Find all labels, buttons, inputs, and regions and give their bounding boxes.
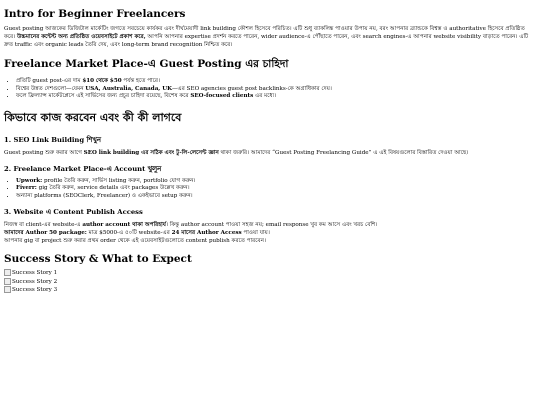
step3-text: আপনার gig বা project শুরু করার প্রথম order থেকে এই ওয়েবসাইটগুলোতে content publish করতে পারবেন। xyxy=(4,238,266,244)
step3-text: মাত্র $5000-এ ৫০টি website-এর xyxy=(86,230,172,236)
intro-text-1: Guest posting আজকের ডিজিটাল মার্কেটিং জগতে সবচেয়ে কার্যকর এবং দীর্ঘমেয়াদী link building কৌশল হিসেবে পরিচিত। এটি শুধু ব্যাকলিঙ্ক পাওয়ার উপায় নয়, বরং আপনার ব্র্যান্ডকে বিশ্বস্ত ও authoritative হিসেবে প্রতিষ্ঠিত করে। xyxy=(4,26,525,40)
heading-step-3: 3. Website এ Content Publish Access xyxy=(4,208,143,216)
step3-bold: author account থাকা অপরিহার্য xyxy=(82,222,166,228)
step3-paragraph xyxy=(4,221,535,245)
heading-step-2: 2. Freelance Market Place-এ Account খুলুন xyxy=(4,164,162,173)
step3-text: নিজস্ব বা client-এর website-এ xyxy=(4,222,83,228)
broken-image-icon xyxy=(4,269,11,276)
step1-paragraph xyxy=(4,149,535,157)
list-item xyxy=(16,93,535,101)
list-item xyxy=(16,178,535,186)
list-item-text: ফলে ফ্রিল্যান্স মার্কেটপ্লেসে এই সার্ভিসের জন্য প্রচুর চাহিদা রয়েছে, বিশেষ করে xyxy=(16,93,191,99)
platform-list xyxy=(4,178,535,201)
success-image-3 xyxy=(4,286,535,295)
list-item-bold: USA, Australia, Canada, UK xyxy=(85,85,172,92)
step1-text-1: Guest posting শুরু করার আগে xyxy=(4,149,84,156)
list-item-text: প্রতিটি guest post-এর দাম xyxy=(16,78,83,84)
intro-text-2: আপনি আপনার expertise প্রদর্শন করতে পারেন, wider audience-এ পৌঁছাতে পারেন, এবং search engines-এ আপনার website visibility বাড়াতে পারেন। এটি দ্রুত traffic এবং organic leads তৈরি দেয়, এবং long-term brand recognition নিশ্চিত করে। xyxy=(4,34,529,48)
list-item xyxy=(16,185,535,193)
heading-success: Success Story & What to Expect xyxy=(4,253,192,265)
success-image-1 xyxy=(4,269,535,278)
platform-desc: অন্যান্য platforms (SEOClerk, Freelancer) ও একইভাবে setup করুন। xyxy=(16,192,193,199)
list-item-bold: SEO-focused clients xyxy=(190,93,254,99)
heading-demand: Freelance Market Place-এ Guest Posting এর চাহিদা xyxy=(4,58,289,70)
step1-bold: SEO link building এর সঠিক এবং টু-লি-লেসেন্ট জ্ঞান xyxy=(83,149,219,156)
intro-paragraph xyxy=(4,25,535,49)
success-images xyxy=(4,269,535,295)
platform-name: Fiverr: xyxy=(16,185,37,191)
heading-howto: কিভাবে কাজ করবেন এবং কী কী লাগবে xyxy=(4,110,182,124)
list-item xyxy=(16,193,535,201)
platform-name: Upwork: xyxy=(16,177,43,184)
list-item-text: —এর SEO agencies guest post backlinks-কে অগ্রাধিকার দেয়। xyxy=(171,85,332,92)
page-title: Intro for Beginner Freelancers xyxy=(4,8,186,20)
image-alt-text: Success Story 3 xyxy=(12,287,58,293)
intro-bold-1: উচ্চমানের কন্টেন্ট অন্য প্রতিষ্ঠিত ওয়েবসাইটে প্রকাশ করে, xyxy=(17,34,146,40)
package-access: 24 মাসের Author Access xyxy=(171,230,242,236)
list-item-text: পর্যন্ত হতে পারে। xyxy=(121,78,160,84)
list-item-bold: $10 থেকে $50 xyxy=(82,78,122,84)
image-alt-text: Success Story 1 xyxy=(12,270,58,276)
step3-text: পাওয়া যায়। xyxy=(241,230,270,236)
platform-desc: profile তৈরি করুন, সার্ভিস listing করুন, portfolio যোগ করুন। xyxy=(42,177,196,184)
list-item xyxy=(16,86,535,94)
heading-step-1: 1. SEO Link Building শিখুন xyxy=(4,135,101,144)
step1-text-2: থাকা জরুরি। আমাদের “Guest Posting Freelancing Guide” এ এই বিষয়গুলোর বিস্তারিত দেওয়া আছে। xyxy=(218,149,469,156)
list-item-text: এর মধ্যে। xyxy=(253,93,277,99)
package-label: আমাদের Author 50 package: xyxy=(4,230,87,236)
platform-desc: gig তৈরি করুন, service details এবং packages উল্লেখ করুন। xyxy=(36,185,190,191)
image-alt-text: Success Story 2 xyxy=(12,278,58,285)
broken-image-icon xyxy=(4,278,11,285)
demand-list xyxy=(4,78,535,101)
success-image-2 xyxy=(4,278,535,287)
broken-image-icon xyxy=(4,286,11,293)
list-item-text: বিশ্বের উন্নত দেশগুলো—যেমন xyxy=(16,85,86,92)
step3-text: । কিন্তু author account পাওয়া সহজ নয়; email response খুব কম আসে এবং খরচ বেশি। xyxy=(165,222,378,228)
list-item xyxy=(16,78,535,86)
